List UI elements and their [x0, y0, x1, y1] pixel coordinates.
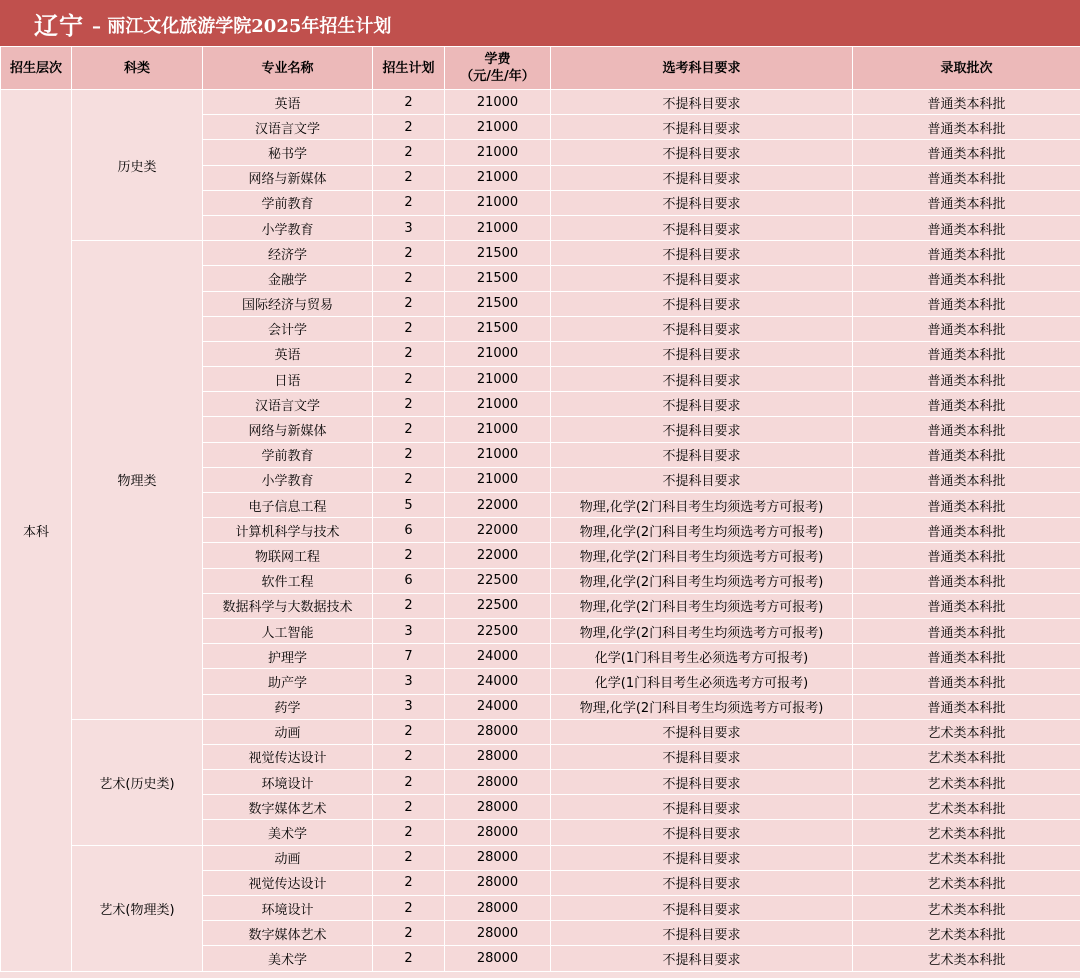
subject-req-cell: 不提科目要求: [551, 316, 853, 341]
fee-cell: 28000: [445, 870, 551, 895]
batch-cell: 艺术类本科批: [853, 921, 1080, 946]
major-cell: 经济学: [203, 241, 373, 266]
fee-cell: 28000: [445, 770, 551, 795]
major-cell: 会计学: [203, 316, 373, 341]
plan-cell: 6: [373, 568, 445, 593]
fee-cell: 21000: [445, 341, 551, 366]
fee-cell: 22000: [445, 518, 551, 543]
fee-cell: 22000: [445, 543, 551, 568]
header-level: 招生层次: [1, 47, 72, 90]
fee-cell: 28000: [445, 845, 551, 870]
batch-cell: 普通类本科批: [853, 593, 1080, 618]
subject-req-cell: 不提科目要求: [551, 770, 853, 795]
major-cell: 美术学: [203, 946, 373, 971]
plan-cell: 2: [373, 241, 445, 266]
subject-req-cell: 不提科目要求: [551, 417, 853, 442]
subject-req-cell: 不提科目要求: [551, 341, 853, 366]
major-cell: 数字媒体艺术: [203, 921, 373, 946]
table-row: [1, 241, 1080, 266]
fee-cell: 24000: [445, 669, 551, 694]
plan-cell: 2: [373, 921, 445, 946]
subject-req-cell: 不提科目要求: [551, 140, 853, 165]
header-fee-line2: （元/生/年）: [460, 69, 535, 84]
major-cell: 物联网工程: [203, 543, 373, 568]
plan-cell: 2: [373, 140, 445, 165]
subject-req-cell: 不提科目要求: [551, 90, 853, 115]
batch-cell: 普通类本科批: [853, 694, 1080, 719]
major-cell: 人工智能: [203, 618, 373, 643]
plan-cell: 2: [373, 90, 445, 115]
plan-cell: 2: [373, 291, 445, 316]
plan-cell: 2: [373, 770, 445, 795]
subject-req-cell: 不提科目要求: [551, 392, 853, 417]
fee-cell: 28000: [445, 820, 551, 845]
major-cell: 视觉传达设计: [203, 870, 373, 895]
batch-cell: 普通类本科批: [853, 316, 1080, 341]
plan-cell: 3: [373, 215, 445, 240]
plan-cell: 2: [373, 316, 445, 341]
batch-cell: 普通类本科批: [853, 392, 1080, 417]
fee-cell: 28000: [445, 921, 551, 946]
subject-req-cell: 不提科目要求: [551, 719, 853, 744]
fee-cell: 22500: [445, 618, 551, 643]
subject-req-cell: 不提科目要求: [551, 266, 853, 291]
batch-cell: 普通类本科批: [853, 417, 1080, 442]
batch-cell: 艺术类本科批: [853, 820, 1080, 845]
fee-cell: 21000: [445, 442, 551, 467]
table-row: [1, 90, 1080, 115]
enrollment-plan-table: [0, 46, 1080, 972]
major-cell: 护理学: [203, 644, 373, 669]
batch-cell: 普通类本科批: [853, 518, 1080, 543]
plan-cell: 3: [373, 694, 445, 719]
subject-req-cell: 不提科目要求: [551, 744, 853, 769]
major-cell: 药学: [203, 694, 373, 719]
batch-cell: 普通类本科批: [853, 543, 1080, 568]
table-header-row: [1, 47, 1080, 90]
subject-req-cell: 不提科目要求: [551, 896, 853, 921]
plan-cell: 2: [373, 190, 445, 215]
plan-cell: 5: [373, 493, 445, 518]
plan-cell: 2: [373, 719, 445, 744]
plan-cell: 2: [373, 392, 445, 417]
subject-req-cell: 化学(1门科目考生必须选考方可报考): [551, 669, 853, 694]
plan-cell: 2: [373, 165, 445, 190]
plan-cell: 2: [373, 367, 445, 392]
table-row: [1, 845, 1080, 870]
major-cell: 数据科学与大数据技术: [203, 593, 373, 618]
batch-cell: 普通类本科批: [853, 90, 1080, 115]
subject-req-cell: 不提科目要求: [551, 115, 853, 140]
major-cell: 汉语言文学: [203, 392, 373, 417]
plan-subtitle: – 丽江文化旅游学院2025年招生计划: [92, 16, 392, 37]
subject-req-cell: 物理,化学(2门科目考生均须选考方可报考): [551, 543, 853, 568]
subject-req-cell: 不提科目要求: [551, 921, 853, 946]
subject-req-cell: 不提科目要求: [551, 467, 853, 492]
major-cell: 学前教育: [203, 442, 373, 467]
batch-cell: 普通类本科批: [853, 467, 1080, 492]
subject-req-cell: 化学(1门科目考生必须选考方可报考): [551, 644, 853, 669]
batch-cell: 普通类本科批: [853, 367, 1080, 392]
major-cell: 数字媒体艺术: [203, 795, 373, 820]
fee-cell: 22500: [445, 568, 551, 593]
header-fee-line1: 学费: [484, 52, 511, 67]
subject-req-cell: 物理,化学(2门科目考生均须选考方可报考): [551, 694, 853, 719]
plan-cell: 2: [373, 442, 445, 467]
batch-cell: 艺术类本科批: [853, 896, 1080, 921]
batch-cell: 普通类本科批: [853, 190, 1080, 215]
province-title: 辽宁: [34, 11, 84, 40]
plan-cell: 2: [373, 593, 445, 618]
header-subject-req: 选考科目要求: [551, 47, 853, 90]
major-cell: 动画: [203, 719, 373, 744]
batch-cell: 普通类本科批: [853, 618, 1080, 643]
subject-req-cell: 不提科目要求: [551, 820, 853, 845]
fee-cell: 28000: [445, 946, 551, 971]
major-cell: 秘书学: [203, 140, 373, 165]
major-cell: 视觉传达设计: [203, 744, 373, 769]
plan-cell: 2: [373, 467, 445, 492]
major-cell: 软件工程: [203, 568, 373, 593]
plan-cell: 2: [373, 946, 445, 971]
batch-cell: 普通类本科批: [853, 215, 1080, 240]
fee-cell: 21000: [445, 367, 551, 392]
batch-cell: 艺术类本科批: [853, 770, 1080, 795]
fee-cell: 22000: [445, 493, 551, 518]
title-banner: [0, 0, 1080, 46]
subject-req-cell: 不提科目要求: [551, 442, 853, 467]
plan-cell: 2: [373, 417, 445, 442]
batch-cell: 普通类本科批: [853, 115, 1080, 140]
batch-cell: 普通类本科批: [853, 341, 1080, 366]
major-cell: 环境设计: [203, 770, 373, 795]
major-cell: 网络与新媒体: [203, 165, 373, 190]
plan-cell: 2: [373, 870, 445, 895]
fee-cell: 21500: [445, 316, 551, 341]
plan-cell: 2: [373, 795, 445, 820]
batch-cell: 普通类本科批: [853, 644, 1080, 669]
subject-req-cell: 不提科目要求: [551, 946, 853, 971]
fee-cell: 21000: [445, 467, 551, 492]
batch-cell: 普通类本科批: [853, 241, 1080, 266]
major-cell: 英语: [203, 341, 373, 366]
plan-cell: 2: [373, 115, 445, 140]
batch-cell: 普通类本科批: [853, 140, 1080, 165]
fee-cell: 22500: [445, 593, 551, 618]
plan-cell: 2: [373, 266, 445, 291]
fee-cell: 28000: [445, 719, 551, 744]
plan-cell: 2: [373, 845, 445, 870]
batch-cell: 艺术类本科批: [853, 946, 1080, 971]
subject-req-cell: 物理,化学(2门科目考生均须选考方可报考): [551, 593, 853, 618]
plan-cell: 2: [373, 543, 445, 568]
plan-cell: 3: [373, 669, 445, 694]
subject-req-cell: 不提科目要求: [551, 367, 853, 392]
fee-cell: 24000: [445, 694, 551, 719]
fee-cell: 24000: [445, 644, 551, 669]
table-body: [1, 90, 1080, 972]
batch-cell: 艺术类本科批: [853, 870, 1080, 895]
major-cell: 环境设计: [203, 896, 373, 921]
fee-cell: 21000: [445, 140, 551, 165]
fee-cell: 21000: [445, 165, 551, 190]
major-cell: 汉语言文学: [203, 115, 373, 140]
batch-cell: 普通类本科批: [853, 669, 1080, 694]
header-category: 科类: [72, 47, 203, 90]
batch-cell: 普通类本科批: [853, 568, 1080, 593]
fee-cell: 21000: [445, 392, 551, 417]
header-plan: 招生计划: [373, 47, 445, 90]
batch-cell: 艺术类本科批: [853, 744, 1080, 769]
fee-cell: 28000: [445, 896, 551, 921]
plan-cell: 2: [373, 341, 445, 366]
category-cell: 历史类: [72, 90, 203, 241]
batch-cell: 普通类本科批: [853, 266, 1080, 291]
batch-cell: 普通类本科批: [853, 493, 1080, 518]
major-cell: 学前教育: [203, 190, 373, 215]
major-cell: 英语: [203, 90, 373, 115]
subject-req-cell: 物理,化学(2门科目考生均须选考方可报考): [551, 568, 853, 593]
fee-cell: 28000: [445, 795, 551, 820]
fee-cell: 21000: [445, 90, 551, 115]
major-cell: 计算机科学与技术: [203, 518, 373, 543]
subject-req-cell: 不提科目要求: [551, 241, 853, 266]
plan-cell: 2: [373, 744, 445, 769]
batch-cell: 艺术类本科批: [853, 845, 1080, 870]
batch-cell: 艺术类本科批: [853, 795, 1080, 820]
subject-req-cell: 不提科目要求: [551, 190, 853, 215]
subject-req-cell: 物理,化学(2门科目考生均须选考方可报考): [551, 518, 853, 543]
major-cell: 日语: [203, 367, 373, 392]
header-batch: 录取批次: [853, 47, 1080, 90]
fee-cell: 21000: [445, 190, 551, 215]
category-cell: 物理类: [72, 241, 203, 720]
major-cell: 小学教育: [203, 215, 373, 240]
subject-req-cell: 不提科目要求: [551, 870, 853, 895]
major-cell: 美术学: [203, 820, 373, 845]
subject-req-cell: 不提科目要求: [551, 845, 853, 870]
plan-cell: 6: [373, 518, 445, 543]
major-cell: 动画: [203, 845, 373, 870]
table-row: [1, 719, 1080, 744]
fee-cell: 21500: [445, 241, 551, 266]
category-cell: 艺术(物理类): [72, 845, 203, 971]
fee-cell: 21000: [445, 115, 551, 140]
major-cell: 小学教育: [203, 467, 373, 492]
fee-cell: 21500: [445, 266, 551, 291]
major-cell: 国际经济与贸易: [203, 291, 373, 316]
plan-cell: 3: [373, 618, 445, 643]
plan-cell: 2: [373, 820, 445, 845]
subject-req-cell: 不提科目要求: [551, 215, 853, 240]
major-cell: 电子信息工程: [203, 493, 373, 518]
batch-cell: 艺术类本科批: [853, 719, 1080, 744]
plan-cell: 7: [373, 644, 445, 669]
fee-cell: 21000: [445, 215, 551, 240]
batch-cell: 普通类本科批: [853, 165, 1080, 190]
major-cell: 助产学: [203, 669, 373, 694]
major-cell: 金融学: [203, 266, 373, 291]
fee-cell: 21000: [445, 417, 551, 442]
fee-cell: 28000: [445, 744, 551, 769]
header-fee: [445, 47, 551, 90]
batch-cell: 普通类本科批: [853, 291, 1080, 316]
subject-req-cell: 不提科目要求: [551, 291, 853, 316]
level-cell: 本科: [1, 90, 72, 972]
subject-req-cell: 物理,化学(2门科目考生均须选考方可报考): [551, 493, 853, 518]
subject-req-cell: 不提科目要求: [551, 795, 853, 820]
subject-req-cell: 物理,化学(2门科目考生均须选考方可报考): [551, 618, 853, 643]
plan-cell: 2: [373, 896, 445, 921]
subject-req-cell: 不提科目要求: [551, 165, 853, 190]
major-cell: 网络与新媒体: [203, 417, 373, 442]
category-cell: 艺术(历史类): [72, 719, 203, 845]
header-major: 专业名称: [203, 47, 373, 90]
batch-cell: 普通类本科批: [853, 442, 1080, 467]
fee-cell: 21500: [445, 291, 551, 316]
